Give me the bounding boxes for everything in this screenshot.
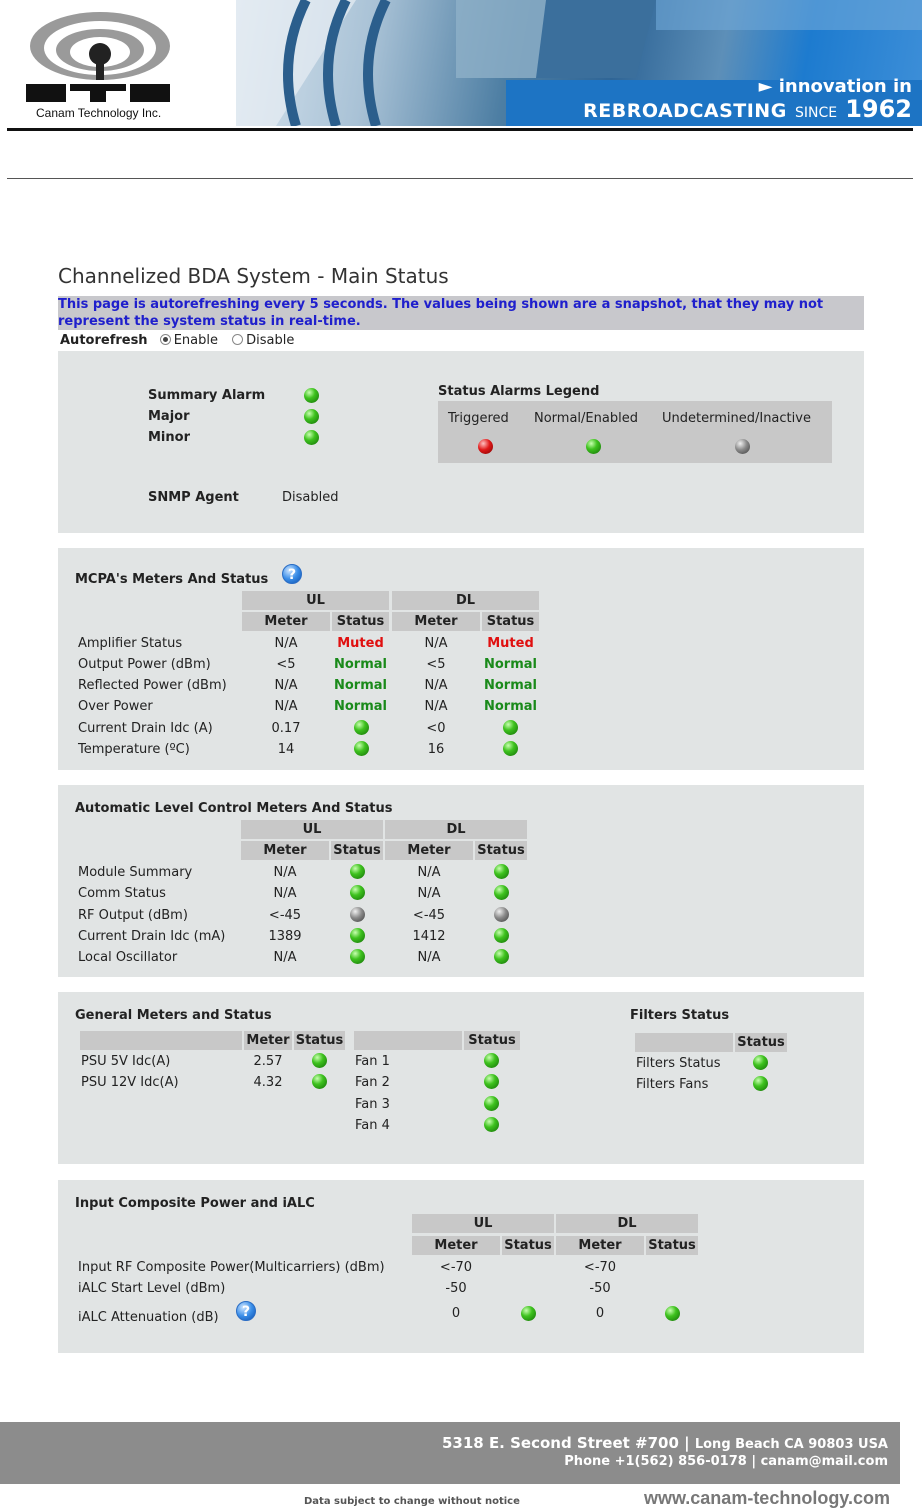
fan-label: Fan 1 xyxy=(355,1054,390,1069)
general-label-header xyxy=(80,1031,242,1050)
alc-title: Automatic Level Control Meters And Status xyxy=(75,801,393,816)
mcpa-ul-meter: 14 xyxy=(277,742,295,757)
ialc-ul-status-led-icon xyxy=(521,1306,536,1321)
filters-title: Filters Status xyxy=(630,1008,730,1023)
alc-ul-meter: <-45 xyxy=(268,908,302,923)
fan-status-led-icon xyxy=(484,1117,499,1132)
alc-dl-meter-header: Meter xyxy=(385,841,473,860)
alc-ul-meter: N/A xyxy=(273,886,297,901)
psu-status-led-icon xyxy=(312,1074,327,1089)
mcpa-dl-meter: 16 xyxy=(427,742,445,757)
ialc-row-label: iALC Start Level (dBm) xyxy=(78,1281,226,1296)
company-logo xyxy=(0,0,236,126)
mcpa-dl-meter: <0 xyxy=(426,721,446,736)
mcpa-dl-status: Normal xyxy=(484,699,537,714)
footer-city: Long Beach CA 90803 USA xyxy=(694,1437,888,1452)
alc-dl-status-led-icon xyxy=(494,949,509,964)
banner-year: 1962 xyxy=(845,95,912,123)
alc-row-label: Comm Status xyxy=(78,886,166,901)
legend-normal-led-icon xyxy=(586,439,601,454)
snmp-agent-value: Disabled xyxy=(282,490,339,505)
alc-ul-meter-header: Meter xyxy=(241,841,329,860)
alc-ul-status-led-icon xyxy=(350,949,365,964)
alc-row-label: Module Summary xyxy=(78,865,193,880)
mcpa-row-label: Temperature (ºC) xyxy=(78,742,190,757)
ialc-ul-header: UL xyxy=(412,1214,554,1233)
minor-alarm-status-led-icon xyxy=(304,430,319,445)
mcpa-ul-meter: <5 xyxy=(276,657,296,672)
major-alarm-status-led-icon xyxy=(304,409,319,424)
ialc-help-icon[interactable]: ? xyxy=(236,1301,256,1321)
mcpa-dl-meter: N/A xyxy=(424,636,448,651)
mcpa-dl-meter-header: Meter xyxy=(392,612,480,631)
mcpa-dl-meter: N/A xyxy=(424,678,448,693)
filters-label-header xyxy=(635,1033,733,1052)
autorefresh-label: Autorefresh xyxy=(60,333,148,348)
page-title: Channelized BDA System - Main Status xyxy=(58,264,449,288)
ialc-dl-meter: 0 xyxy=(595,1306,605,1321)
mcpa-dl-status-led-icon xyxy=(503,720,518,735)
alc-dl-meter: N/A xyxy=(417,950,441,965)
alc-dl-status-led-icon xyxy=(494,907,509,922)
alc-row-label: Current Drain Idc (mA) xyxy=(78,929,226,944)
mcpa-ul-status-header: Status xyxy=(332,612,389,631)
mcpa-help-icon[interactable]: ? xyxy=(282,564,302,584)
mcpa-dl-status-led-icon xyxy=(503,741,518,756)
alc-ul-header: UL xyxy=(241,820,383,839)
psu-meter: 4.32 xyxy=(253,1075,283,1090)
ialc-row-label: Input RF Composite Power(Multicarriers) (dBm) xyxy=(78,1260,385,1275)
ialc-title: Input Composite Power and iALC xyxy=(75,1196,315,1211)
alc-dl-meter: N/A xyxy=(417,886,441,901)
cti-logo-icon xyxy=(26,8,174,108)
alc-row-label: RF Output (dBm) xyxy=(78,908,188,923)
fan-status-led-icon xyxy=(484,1096,499,1111)
mcpa-title: MCPA's Meters And Status xyxy=(75,572,269,587)
snmp-agent-label: SNMP Agent xyxy=(148,490,239,505)
psu-row-label: PSU 12V Idc(A) xyxy=(81,1075,179,1090)
ialc-panel xyxy=(58,1180,864,1353)
fans-status-header: Status xyxy=(464,1031,520,1050)
mcpa-ul-status: Muted xyxy=(337,636,384,651)
alc-dl-meter: 1412 xyxy=(412,929,446,944)
alc-ul-status-led-icon xyxy=(350,885,365,900)
alc-panel xyxy=(58,785,864,977)
banner-rebroadcasting xyxy=(583,95,912,123)
autorefresh-enable-label[interactable]: Enable xyxy=(173,333,218,348)
summary-alarm-label: Summary Alarm xyxy=(148,388,266,403)
fan-label: Fan 3 xyxy=(355,1097,390,1112)
general-panel xyxy=(58,992,864,1164)
ialc-dl-meter-header: Meter xyxy=(556,1236,644,1255)
mcpa-row-label: Current Drain Idc (A) xyxy=(78,721,213,736)
mcpa-dl-header: DL xyxy=(392,591,539,610)
ialc-ul-meter: 0 xyxy=(451,1306,461,1321)
legend-undetermined-led-icon xyxy=(735,439,750,454)
autorefresh-control xyxy=(60,333,294,348)
mcpa-row-label: Amplifier Status xyxy=(78,636,183,651)
header-divider-thin xyxy=(7,178,913,179)
mcpa-ul-meter-header: Meter xyxy=(242,612,330,631)
alc-ul-meter: 1389 xyxy=(268,929,302,944)
psu-row-label: PSU 5V Idc(A) xyxy=(81,1054,171,1069)
ialc-ul-status-header: Status xyxy=(502,1236,554,1255)
footer-address xyxy=(442,1434,888,1452)
major-alarm-label: Major xyxy=(148,409,190,424)
banner-tagline: ► innovation in xyxy=(758,76,912,97)
alc-ul-status-led-icon xyxy=(350,864,365,879)
summary-alarm-status-led-icon xyxy=(304,388,319,403)
ialc-dl-header: DL xyxy=(556,1214,698,1233)
header-banner xyxy=(236,0,922,126)
alc-dl-meter: <-45 xyxy=(412,908,446,923)
footer-disclaimer: Data subject to change without notice xyxy=(304,1496,520,1507)
mcpa-ul-status-led-icon xyxy=(354,720,369,735)
mcpa-dl-status: Normal xyxy=(484,657,537,672)
mcpa-ul-status-led-icon xyxy=(354,741,369,756)
mcpa-dl-status: Muted xyxy=(487,636,534,651)
alc-dl-header: DL xyxy=(385,820,527,839)
mcpa-row-label: Reflected Power (dBm) xyxy=(78,678,227,693)
fan-status-led-icon xyxy=(484,1074,499,1089)
mcpa-ul-status: Normal xyxy=(334,678,387,693)
ialc-ul-meter: <-70 xyxy=(439,1260,473,1275)
footer-website[interactable]: www.canam-technology.com xyxy=(643,1488,890,1508)
legend-normal-label: Normal/Enabled xyxy=(534,411,638,426)
autorefresh-enable-radio[interactable] xyxy=(160,334,171,345)
ialc-dl-meter: <-70 xyxy=(583,1260,617,1275)
autorefresh-disable-radio[interactable] xyxy=(232,334,243,345)
psu-status-led-icon xyxy=(312,1053,327,1068)
fan-status-led-icon xyxy=(484,1053,499,1068)
mcpa-ul-meter: N/A xyxy=(274,636,298,651)
mcpa-ul-status: Normal xyxy=(334,699,387,714)
alc-ul-meter: N/A xyxy=(273,865,297,880)
logo-company-name: Canam Technology Inc. xyxy=(36,106,162,120)
header-divider xyxy=(7,128,913,131)
alc-row-label: Local Oscillator xyxy=(78,950,178,965)
filters-status-header: Status xyxy=(735,1033,787,1052)
alc-dl-meter: N/A xyxy=(417,865,441,880)
mcpa-dl-meter: <5 xyxy=(426,657,446,672)
banner-since: SINCE xyxy=(794,105,838,121)
legend-triggered-led-icon xyxy=(478,439,493,454)
mcpa-dl-status-header: Status xyxy=(482,612,539,631)
fan-label: Fan 4 xyxy=(355,1118,390,1133)
mcpa-row-label: Output Power (dBm) xyxy=(78,657,211,672)
mcpa-dl-meter: N/A xyxy=(424,699,448,714)
alc-dl-status-led-icon xyxy=(494,885,509,900)
fan-label: Fan 2 xyxy=(355,1075,390,1090)
ialc-dl-status-header: Status xyxy=(646,1236,698,1255)
autorefresh-disable-label[interactable]: Disable xyxy=(246,333,295,348)
alc-ul-status-header: Status xyxy=(331,841,383,860)
minor-alarm-label: Minor xyxy=(148,430,190,445)
fans-label-header xyxy=(354,1031,462,1050)
legend-triggered-label: Triggered xyxy=(448,411,509,426)
mcpa-dl-status: Normal xyxy=(484,678,537,693)
general-meter-header: Meter xyxy=(244,1031,292,1050)
filters-status-led-icon xyxy=(753,1055,768,1070)
ialc-ul-meter-header: Meter xyxy=(412,1236,500,1255)
mcpa-ul-meter: 0.17 xyxy=(271,721,301,736)
psu-meter: 2.57 xyxy=(253,1054,283,1069)
mcpa-ul-meter: N/A xyxy=(274,699,298,714)
ialc-ul-meter: -50 xyxy=(445,1281,467,1296)
mcpa-ul-header: UL xyxy=(242,591,389,610)
alc-ul-status-led-icon xyxy=(350,907,365,922)
general-status-header: Status xyxy=(295,1033,344,1048)
legend-title: Status Alarms Legend xyxy=(438,384,600,399)
mcpa-ul-status: Normal xyxy=(334,657,387,672)
filters-row-label: Filters Status xyxy=(636,1056,721,1071)
footer-bar xyxy=(0,1422,900,1484)
ialc-row-label: iALC Attenuation (dB) xyxy=(78,1310,219,1325)
ialc-dl-meter: -50 xyxy=(589,1281,611,1296)
alarms-panel xyxy=(58,351,864,533)
mcpa-ul-meter: N/A xyxy=(274,678,298,693)
footer-contact: Phone +1(562) 856-0178 | canam@mail.com xyxy=(564,1454,888,1469)
mcpa-row-label: Over Power xyxy=(78,699,153,714)
filters-row-label: Filters Fans xyxy=(636,1077,709,1092)
autorefresh-notice: This page is autorefreshing every 5 seconds. The values being shown are a snapshot, that they may not represent the system status in real-time. xyxy=(58,296,864,330)
alc-dl-status-led-icon xyxy=(494,928,509,943)
alc-dl-status-led-icon xyxy=(494,864,509,879)
alc-dl-status-header: Status xyxy=(475,841,527,860)
footer-street: 5318 E. Second Street #700 | xyxy=(441,1434,690,1452)
banner-rebroadcasting-word: REBROADCASTING xyxy=(583,100,787,122)
filters-fans-led-icon xyxy=(753,1076,768,1091)
general-title: General Meters and Status xyxy=(75,1008,272,1023)
ialc-dl-status-led-icon xyxy=(665,1306,680,1321)
alc-ul-meter: N/A xyxy=(273,950,297,965)
mcpa-panel xyxy=(58,548,864,770)
legend-undetermined-label: Undetermined/Inactive xyxy=(662,411,811,426)
legend-box xyxy=(438,401,832,463)
alc-ul-status-led-icon xyxy=(350,928,365,943)
